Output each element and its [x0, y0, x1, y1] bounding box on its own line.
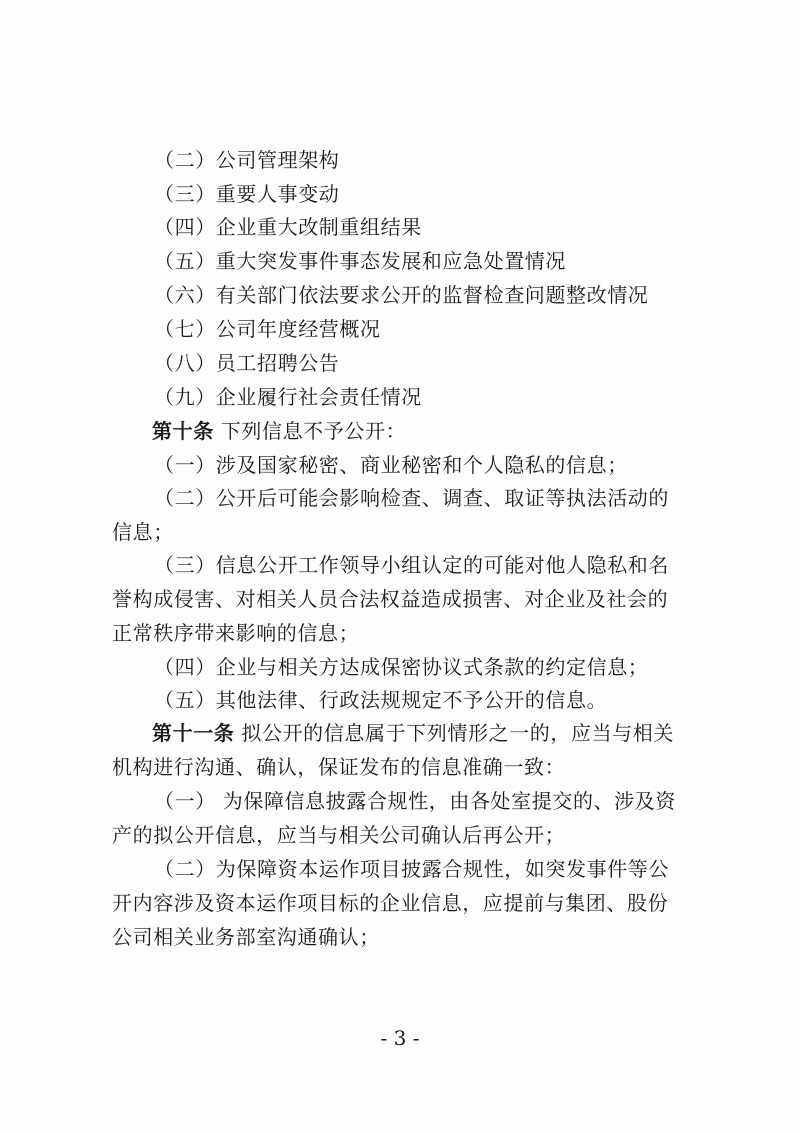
paragraph-line: 信息； — [112, 520, 174, 544]
list-item: （二）公司管理架构 — [154, 148, 340, 172]
article-10-text: 下列信息不予公开： — [220, 419, 407, 443]
list-item: （二）为保障资本运作项目披露合规性，如突发事件等公 — [154, 857, 669, 881]
list-item: （八）员工招聘公告 — [154, 351, 340, 375]
paragraph-line: 机构进行沟通、确认，保证发布的信息准确一致： — [112, 755, 566, 779]
list-item: （五）重大突发事件事态发展和应急处置情况 — [154, 249, 566, 273]
list-item: （三）信息公开工作领导小组认定的可能对他人隐私和名 — [154, 553, 669, 577]
list-item: （九）企业履行社会责任情况 — [154, 385, 422, 409]
list-item: （六）有关部门依法要求公开的监督检查问题整改情况 — [154, 283, 649, 307]
paragraph-line: 开内容涉及资本运作项目标的企业信息，应提前与集团、股份 — [112, 891, 669, 915]
article-10-title: 第十条 — [152, 419, 214, 443]
paragraph-line: 产的拟公开信息，应当与相关公司确认后再公开； — [112, 823, 566, 847]
list-item: （七）公司年度经营概况 — [154, 317, 381, 341]
paragraph-line: 誉构成侵害、对相关人员合法权益造成损害、对企业及社会的 — [112, 587, 669, 611]
list-item: （二）公开后可能会影响检查、调查、取证等执法活动的 — [154, 486, 669, 510]
article-11-heading — [152, 721, 674, 745]
list-item: （五）其他法律、行政法规规定不予公开的信息。 — [154, 688, 608, 712]
paragraph-line: 公司相关业务部室沟通确认； — [112, 925, 380, 949]
article-10-heading — [152, 419, 406, 443]
page-number: - 3 - — [380, 1026, 420, 1050]
list-item: （四）企业重大改制重组结果 — [154, 215, 422, 239]
list-item: （一）涉及国家秘密、商业秘密和个人隐私的信息； — [154, 453, 628, 477]
list-item: （一） 为保障信息披露合规性，由各处室提交的、涉及资 — [154, 789, 676, 813]
list-item: （四）企业与相关方达成保密协议式条款的约定信息； — [154, 655, 649, 679]
article-11-title: 第十一条 — [152, 721, 235, 745]
article-11-text: 拟公开的信息属于下列情形之一的，应当与相关 — [241, 721, 674, 745]
paragraph-line: 正常秩序带来影响的信息； — [112, 621, 360, 645]
list-item: （三）重要人事变动 — [154, 182, 340, 206]
